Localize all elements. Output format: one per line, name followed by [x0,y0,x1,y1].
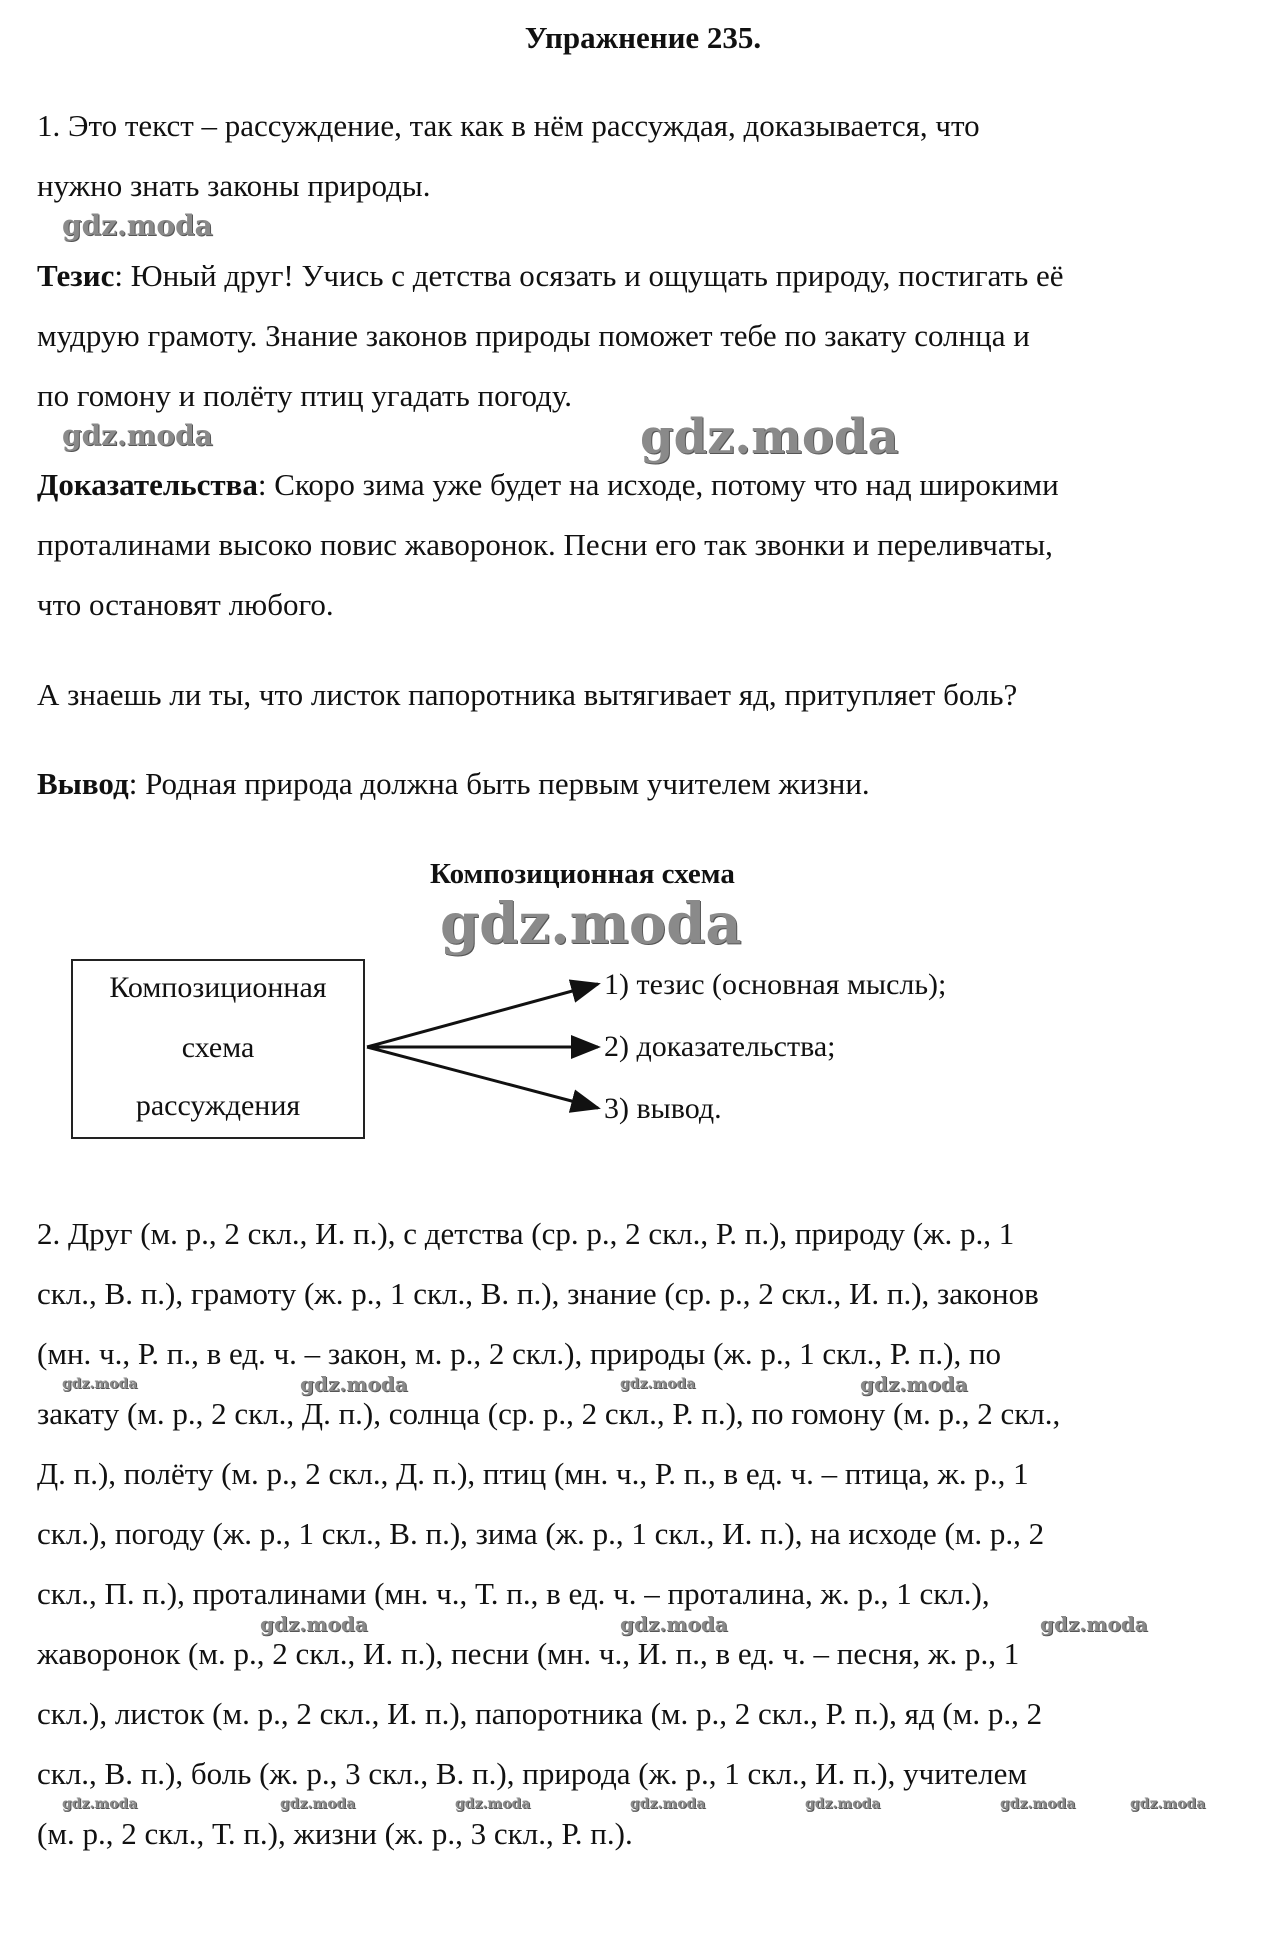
scheme-item: 2) доказательства; [604,1030,836,1063]
exercise-title: Упражнение 235. [524,20,762,55]
proof-line: что остановят любого. [37,587,334,622]
watermark: gdz.moda [1000,1796,1076,1812]
conclusion-label: Вывод [37,766,129,801]
watermark: gdz.moda [455,1796,531,1812]
proof-line: проталинами высоко повис жаворонок. Песни его так звонки и переливчаты, [37,527,1053,562]
thesis-line: мудрую грамоту. Знание законов природы поможет тебе по закату солнца и [37,318,1030,353]
thesis-label: Тезис [37,258,115,293]
watermark: gdz.moda [640,409,899,465]
part2-line: скл., В. п.), грамоту (ж. р., 1 скл., В. п.), знание (ср. р., 2 скл., И. п.), законов [37,1276,1039,1311]
watermark: gdz.moda [280,1796,356,1812]
watermark: gdz.moda [260,1612,368,1636]
proof-label: Доказательства [37,467,258,502]
watermark: gdz.moda [620,1376,696,1392]
watermark: gdz.moda [1130,1796,1206,1812]
watermark: gdz.moda [62,209,213,242]
scheme-title: Композиционная схема [430,858,735,890]
watermark: gdz.moda [1040,1612,1148,1636]
part2-line: закату (м. р., 2 скл., Д. п.), солнца (ср. р., 2 скл., Р. п.), по гомону (м. р., 2 скл., [37,1396,1061,1431]
box-line: Композиционная [109,971,327,1004]
arrow-3 [367,1047,598,1108]
part2-line: скл.), погоду (ж. р., 1 скл., В. п.), зима (ж. р., 1 скл., И. п.), на исходе (м. р., 2 [37,1516,1045,1551]
part2-line: 2. Друг (м. р., 2 скл., И. п.), с детства (ср. р., 2 скл., Р. п.), природу (ж. р., 1 [37,1216,1015,1251]
scheme-item: 1) тезис (основная мысль); [604,968,947,1001]
watermark: gdz.moda [805,1796,881,1812]
watermark: gdz.moda [440,891,742,957]
proof-text: : Скоро зима уже будет на исходе, потому что над широкими [257,467,1059,502]
thesis-text: : Юный друг! Учись с детства осязать и ощущать природу, постигать её [114,258,1064,293]
watermark: gdz.moda [300,1372,408,1396]
part2-line: скл., В. п.), боль (ж. р., 3 скл., В. п.), природа (ж. р., 1 скл., И. п.), учителем [37,1756,1027,1791]
watermark: gdz.moda [62,419,213,452]
part2-line: скл., П. п.), проталинами (мн. ч., Т. п., в ед. ч. – проталина, ж. р., 1 скл.), [37,1576,990,1611]
box-line: схема [181,1031,255,1064]
intro-line: 1. Это текст – рассуждение, так как в нём рассуждая, доказывается, что [37,108,980,143]
part2-line: Д. п.), полёту (м. р., 2 скл., Д. п.), птиц (мн. ч., Р. п., в ед. ч. – птица, ж. р., 1 [37,1456,1029,1491]
part2-line: жаворонок (м. р., 2 скл., И. п.), песни (мн. ч., И. п., в ед. ч. – песня, ж. р., 1 [37,1636,1020,1671]
question-line: А знаешь ли ты, что листок папоротника вытягивает яд, притупляет боль? [37,677,1018,712]
arrow-1 [367,984,598,1047]
intro-line: нужно знать законы природы. [37,168,431,203]
box-line: рассуждения [135,1089,301,1122]
part2-line: (мн. ч., Р. п., в ед. ч. – закон, м. р., 2 скл.), природы (ж. р., 1 скл., Р. п.), по [37,1336,1002,1371]
watermark: gdz.moda [630,1796,706,1812]
watermark: gdz.moda [62,1376,138,1392]
watermark: gdz.moda [620,1612,728,1636]
scheme-item: 3) вывод. [604,1092,722,1125]
conclusion-text: : Родная природа должна быть первым учителем жизни. [128,766,870,801]
part2-line: (м. р., 2 скл., Т. п.), жизни (ж. р., 3 скл., Р. п.). [37,1816,633,1851]
part2-line: скл.), листок (м. р., 2 скл., И. п.), папоротника (м. р., 2 скл., Р. п.), яд (м. р., 2 [37,1696,1043,1731]
watermark: gdz.moda [860,1372,968,1396]
watermark: gdz.moda [62,1796,138,1812]
thesis-line: по гомону и полёту птиц угадать погоду. [37,378,573,413]
